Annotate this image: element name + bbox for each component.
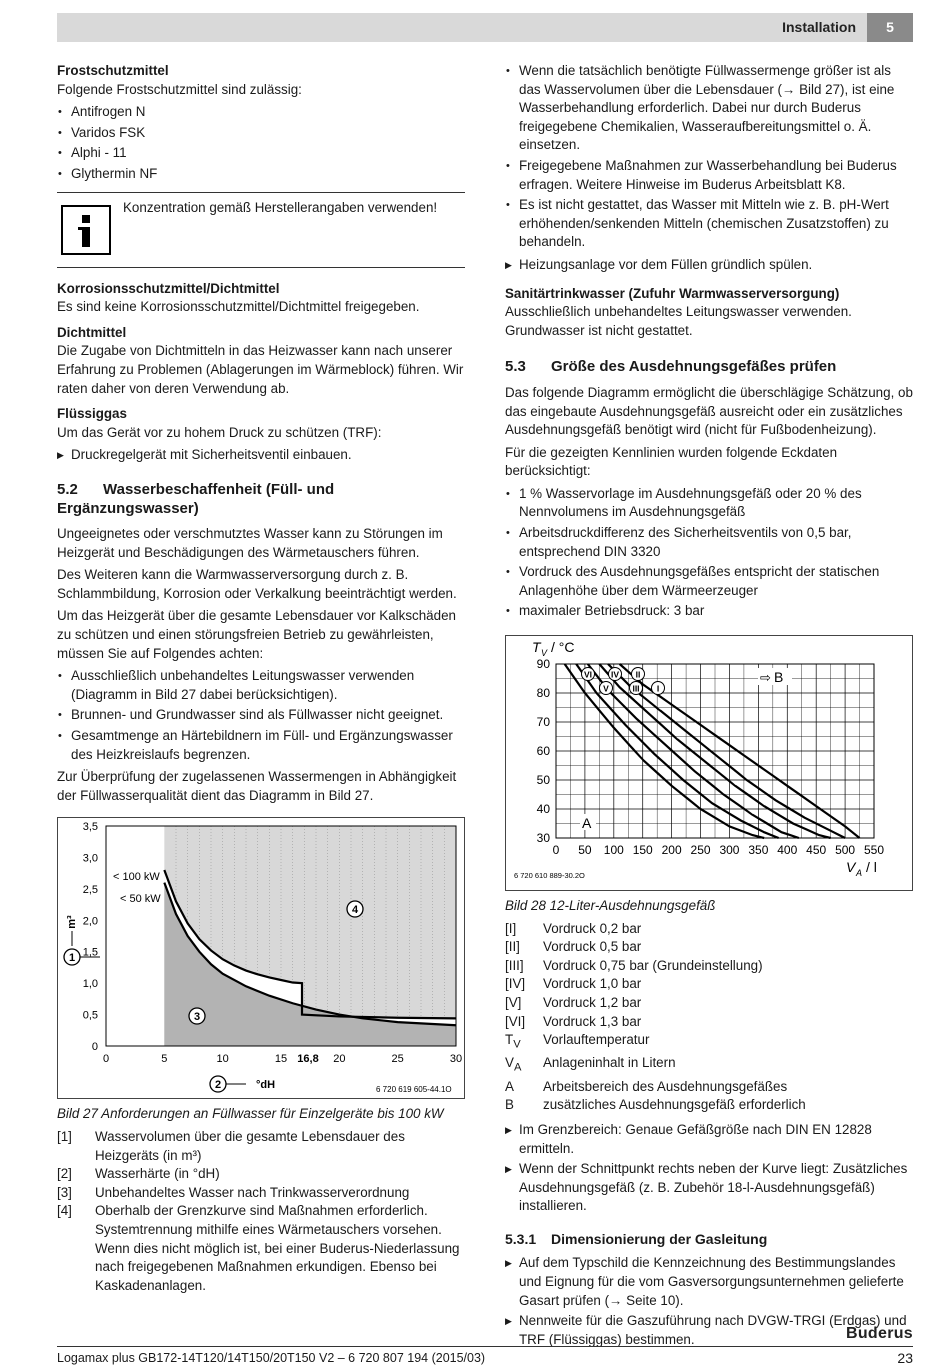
list-item: • Wenn die tatsächlich benötigte Füllwassermenge größer ist als das Wasservolumen über die Lebensdauer (→ Bild 27), ist eine Wasserbehandlung erforderlich. Dabei nur durch Buderus freigegebene Chemikalien, Wasseraufbereitungsmittel o. Ä. einsetzen. (505, 62, 913, 155)
marker-3-label: 3 (193, 1011, 201, 1024)
list-item: • Arbeitsdruckdifferenz des Sicherheitsventils von 0,5 bar, entsprechend DIN 3320 (505, 524, 913, 561)
curve-label: I (656, 683, 660, 694)
paragraph: Das folgende Diagramm ermöglicht die überschlägige Schätzung, ob das eingebaute Ausdehnungsgefäß ausreicht oder ein zusätzliches Ausdehnungsgefäß benötigt wird (nicht für Fußbodenheizung). (505, 384, 913, 438)
legend-row (505, 920, 806, 939)
dhw-heading: Sanitärtrinkwasser (Zufuhr Warmwasserversorgung) (505, 285, 840, 301)
section-title: Installation (782, 19, 856, 35)
left-column (57, 62, 465, 1295)
x-axis-label: V (846, 859, 856, 876)
legend-row (505, 1031, 806, 1054)
figure-28-legend (505, 920, 806, 1115)
figure-code: 6 720 619 605-44.1O (376, 1085, 452, 1095)
x-tick-label: 250 (690, 843, 711, 858)
y-tick-label: 60 (536, 744, 550, 759)
legend-text: Vordruck 1,0 bar (543, 976, 642, 992)
action-item: ▶ Druckregelgerät mit Sicherheitsventil einbauen. (57, 446, 465, 465)
legend-text: Wasservolumen über die gesamte Lebensdauer des Heizgeräts (in m³) (95, 1129, 405, 1163)
x-tick-label: 15 (274, 1053, 288, 1066)
region-b-label: B (774, 669, 784, 686)
y-tick-label: 3,0 (82, 852, 98, 865)
paragraph: Ungeeignetes oder verschmutztes Wasser kann zu Störungen im Heizgerät und Beschädigungen des Wärmetauschers führen. (57, 526, 443, 560)
legend-text: Unbehandeltes Wasser nach Trinkwasserverordnung (95, 1184, 410, 1200)
y-axis-label: m³ (66, 915, 78, 930)
x-tick-label: 150 (632, 843, 653, 858)
curve-label: V (603, 683, 609, 694)
action-item: ▶ Nennweite für die Gaszuführung nach DVGW-TRGI (Erdgas) und TRF (Flüssiggas) bestimmen. (505, 1312, 913, 1349)
legend-row (505, 994, 806, 1013)
list-item: • Varidos FSK (57, 124, 465, 143)
legend-key: [3] (57, 1184, 72, 1200)
legend-row (505, 1013, 806, 1032)
x-tick-label: 0 (102, 1053, 110, 1066)
list-item: • Brunnen- und Grundwasser sind als Füllwasser nicht geeignet. (57, 706, 465, 725)
legend-key: [4] (57, 1203, 72, 1219)
sealant-heading: Dichtmittel (57, 324, 127, 340)
figure-27-caption: Bild 27 Anforderungen an Füllwasser für Einzelgeräte bis 100 kW (57, 1106, 444, 1122)
paragraph: Um das Heizgerät über die gesamte Lebensdauer vor Kalkschäden zu schützen und einen störungsfreien Betrieb zu gewährleisten, müssen Sie auf Folgendes achten: (57, 608, 456, 661)
legend-text: Vordruck 0,2 bar (543, 920, 642, 936)
x-tick-label: 100 (603, 843, 624, 858)
action-item: ▶ Heizungsanlage vor dem Füllen gründlich spülen. (505, 256, 913, 275)
section-5-3-heading (505, 358, 913, 377)
legend-key: [III] (505, 957, 524, 973)
curve-label: III (632, 683, 640, 694)
dhw-text: Ausschließlich unbehandeltes Leitungswasser verwenden. Grundwasser ist nicht gestattet. (505, 304, 852, 338)
legend-text: zusätzliches Ausdehnungsgefäß erforderlich (543, 1097, 806, 1113)
legend-key: [II] (505, 939, 520, 955)
legend-row (505, 957, 806, 976)
x-tick-label: 500 (835, 843, 856, 858)
curve-label: IV (610, 669, 620, 680)
chart-bild-28 (506, 636, 912, 890)
water-list (57, 667, 465, 764)
legend-key: $T_V$ (505, 1032, 521, 1051)
x-axis-label-unit: / l (866, 859, 877, 876)
x-tick-label: 550 (863, 843, 885, 858)
right-column (505, 62, 913, 1353)
legend-key: A (505, 1078, 514, 1094)
corrosion-heading: Korrosionsschutzmittel/Dichtmittel (57, 280, 280, 296)
y-tick-label: 70 (536, 715, 550, 730)
figure-28 (505, 635, 913, 891)
fig28-actions (505, 1121, 913, 1216)
legend-key: [I] (505, 920, 517, 936)
legend-text: Oberhalb der Grenzkurve sind Maßnahmen erforderlich. Systemtrennung mithilfe eines Wärmetauschers vorsehen. Wenn dies nicht möglich ist, bei einer Buderus-Niederlassung nach freigegebenen Maßnahmen erkundigen. Ebenso bei Kaskadenanlagen. (95, 1203, 460, 1293)
x-tick-label: 20 (333, 1053, 346, 1066)
y-tick-label: 80 (536, 686, 550, 701)
paragraph: Zur Überprüfung der zugelassenen Wassermengen in Abhängigkeit der Füllwasserqualität dient das Diagramm in Bild 27. (57, 769, 457, 803)
legend-text: Vordruck 0,75 bar (Grundeinstellung) (543, 957, 763, 973)
region-b-arrow-icon: ⇨ (760, 670, 771, 686)
x-tick-label: 450 (806, 843, 827, 858)
legend-key: [VI] (505, 1013, 526, 1029)
list-item: • Antifrogen N (57, 103, 465, 122)
y-tick-label: 1,0 (82, 978, 98, 991)
figure-27 (57, 817, 465, 1099)
y-tick-label: 90 (536, 657, 550, 672)
lpg-text: Um das Gerät vor zu hohem Druck zu schützen (TRF): (57, 424, 382, 440)
y-tick-label: 30 (536, 831, 550, 846)
frost-list (57, 103, 465, 183)
list-item: • Gesamtmenge an Härtebildnern im Füll- und Ergänzungswasser des Heizkreislaufs begrenzen. (57, 727, 465, 764)
y-tick-label: 3,5 (82, 821, 98, 834)
list-item: • maximaler Betriebsdruck: 3 bar (505, 602, 913, 621)
info-icon (61, 205, 111, 255)
legend-key: B (505, 1097, 514, 1113)
legend-row (57, 1184, 465, 1203)
legend-key: [1] (57, 1129, 72, 1144)
list-item: • Glythermin NF (57, 165, 465, 184)
x-axis-label-sub: A (856, 868, 863, 879)
marker-2-label: 2 (214, 1079, 222, 1092)
y-axis-label: T (532, 639, 541, 656)
info-box (57, 192, 465, 268)
x-tick-label: 350 (748, 843, 769, 858)
action-item: ▶ Wenn der Schnittpunkt rechts neben der Kurve liegt: Zusätzliches Ausdehnungsgefäß (z. B. Zubehör 18-l-Ausdehnungsgefäß) installieren. (505, 1160, 913, 1216)
y-axis-label-unit: / °C (551, 639, 575, 656)
figure-code: 6 720 610 889-30.2O (514, 871, 585, 881)
legend-row (505, 1054, 806, 1077)
list-item: • Freigegebene Maßnahmen zur Wasserbehandlung bei Buderus erfragen. Weitere Hinweise im Buderus Arbeitsblatt K8. (505, 157, 913, 194)
x-tick-label: 25 (391, 1053, 404, 1066)
x-tick-label: 200 (661, 843, 682, 858)
section-title: Wasserbeschaffenheit (Füll- und Ergänzungswasser) (57, 480, 335, 517)
section-title: Größe des Ausdehnungsgefäßes prüfen (551, 358, 837, 376)
frost-heading: Frostschutzmittel (57, 63, 169, 78)
buderus-logo: Buderus (846, 1325, 913, 1342)
section-number: 5 (867, 13, 913, 42)
legend-row (505, 1078, 806, 1097)
paragraph: Des Weiteren kann die Warmwasserversorgung durch z. B. Schlammbildung, Korrosion oder Verkalkung beeinträchtigt werden. (57, 567, 457, 601)
x-tick-label: 400 (777, 843, 798, 858)
action-item: ▶ Im Grenzbereich: Genaue Gefäßgröße nach DIN EN 12828 ermitteln. (505, 1121, 913, 1158)
curve-label: II (635, 669, 641, 680)
y-tick-label: 1,5 (82, 947, 98, 960)
y-tick-label: 2,5 (82, 884, 98, 897)
region-a-label: A (582, 815, 592, 832)
marker-1-label: 1 (68, 952, 76, 965)
legend-key: [IV] (505, 976, 526, 992)
lpg-actions (57, 446, 465, 465)
chart-bild-27 (58, 818, 464, 1098)
corrosion-text: Es sind keine Korrosionsschutzmittel/Dichtmittel freigegeben. (57, 299, 420, 315)
figure-27-legend (57, 1128, 465, 1295)
y-tick-label: 0,5 (82, 1009, 98, 1022)
legend-text: Anlageninhalt in Litern (543, 1055, 676, 1071)
y-tick-label: 50 (536, 773, 550, 788)
criteria-list (505, 485, 913, 621)
legend-row (57, 1202, 465, 1295)
list-item: • 1 % Wasservorlage im Ausdehnungsgefäß oder 20 % des Nennvolumens im Ausdehnungsgefäß (505, 485, 913, 522)
legend-text: Wasserhärte (in °dH) (95, 1166, 220, 1182)
y-tick-label: 2,0 (82, 915, 98, 928)
label-100kw: < 100 kW (113, 871, 160, 884)
sealant-text: Die Zugabe von Dichtmitteln in das Heizwasser kann nach unserer Erfahrung zu Problemen (Ablagerungen im Wärmeblock) führen. Wir raten daher von deren Verwendung ab. (57, 343, 464, 396)
flush-action (505, 256, 913, 275)
page-header (57, 13, 913, 42)
section-title: Dimensionierung der Gasleitung (551, 1230, 768, 1247)
legend-key: $V_A$ (505, 1055, 522, 1075)
page-number: 23 (897, 1350, 913, 1366)
footer-divider (57, 1346, 913, 1347)
x-tick-label: 16,8 (297, 1053, 319, 1066)
y-axis-label-sub: V (541, 648, 548, 659)
list-item: • Es ist nicht gestattet, das Wasser mit Mitteln wie z. B. pH-Wert erhöhenden/senkenden Mitteln (chemischen Zusatzstoffen) zu behandeln. (505, 196, 913, 252)
legend-row (505, 975, 806, 994)
x-tick-label: 0 (552, 843, 560, 858)
y-tick-label: 40 (536, 802, 550, 817)
curve-label: VI (583, 669, 593, 680)
list-item: • Ausschließlich unbehandeltes Leitungswasser verwenden (Diagramm in Bild 27 dabei berücksichtigen). (57, 667, 465, 704)
section-number: 5.2 (57, 480, 78, 498)
section-number: 5.3.1 (505, 1230, 537, 1247)
legend-row (57, 1128, 465, 1165)
section-number: 5.3 (505, 358, 526, 376)
legend-key: [2] (57, 1166, 72, 1182)
y-tick-label: 0 (91, 1041, 98, 1054)
info-text: Konzentration gemäß Herstellerangaben verwenden! (123, 199, 438, 215)
legend-row (505, 1096, 806, 1115)
x-tick-label: 50 (578, 843, 592, 858)
treatment-list (505, 62, 913, 252)
x-tick-label: 300 (719, 843, 740, 858)
legend-text: Vordruck 1,3 bar (543, 1013, 642, 1029)
legend-row (57, 1165, 465, 1184)
lpg-heading: Flüssiggas (57, 406, 127, 422)
footer-document-id: Logamax plus GB172-14T120/14T150/20T150 V2 – 6 720 807 194 (2015/03) (57, 1351, 486, 1365)
section-5-3-1-heading (505, 1230, 913, 1249)
paragraph: Für die gezeigten Kennlinien wurden folgende Eckdaten berücksichtigt: (505, 444, 838, 479)
legend-text: Vordruck 1,2 bar (543, 995, 642, 1010)
legend-key: [V] (505, 995, 522, 1010)
x-tick-label: 5 (161, 1053, 168, 1066)
list-item: • Vordruck des Ausdehnungsgefäßes entspricht der statischen Anlagenhöhe über dem Wärmeerzeuger (505, 563, 913, 600)
action-item: ▶ Auf dem Typschild die Kennzeichnung des Bestimmungslandes und Eignung für die vom Gasversorgungsunternehmen gelieferte Gasart prüfen (→ Seite 10). (505, 1254, 913, 1310)
legend-text: Arbeitsbereich des Ausdehnungsgefäßes (543, 1078, 788, 1094)
label-50kw: < 50 kW (120, 893, 161, 906)
x-axis-label: °dH (256, 1079, 276, 1092)
legend-row (505, 938, 806, 957)
x-tick-label: 30 (449, 1053, 463, 1066)
legend-text: Vorlauftemperatur (543, 1032, 650, 1048)
x-tick-label: 10 (216, 1053, 229, 1066)
figure-28-caption: Bild 28 12-Liter-Ausdehnungsgefäß (505, 898, 716, 914)
frost-intro: Folgende Frostschutzmittel sind zulässig: (57, 81, 302, 97)
legend-text: Vordruck 0,5 bar (543, 939, 642, 955)
list-item: • Alphi - 11 (57, 144, 465, 163)
section-5-2-heading (57, 481, 465, 518)
marker-4-label: 4 (351, 904, 359, 917)
